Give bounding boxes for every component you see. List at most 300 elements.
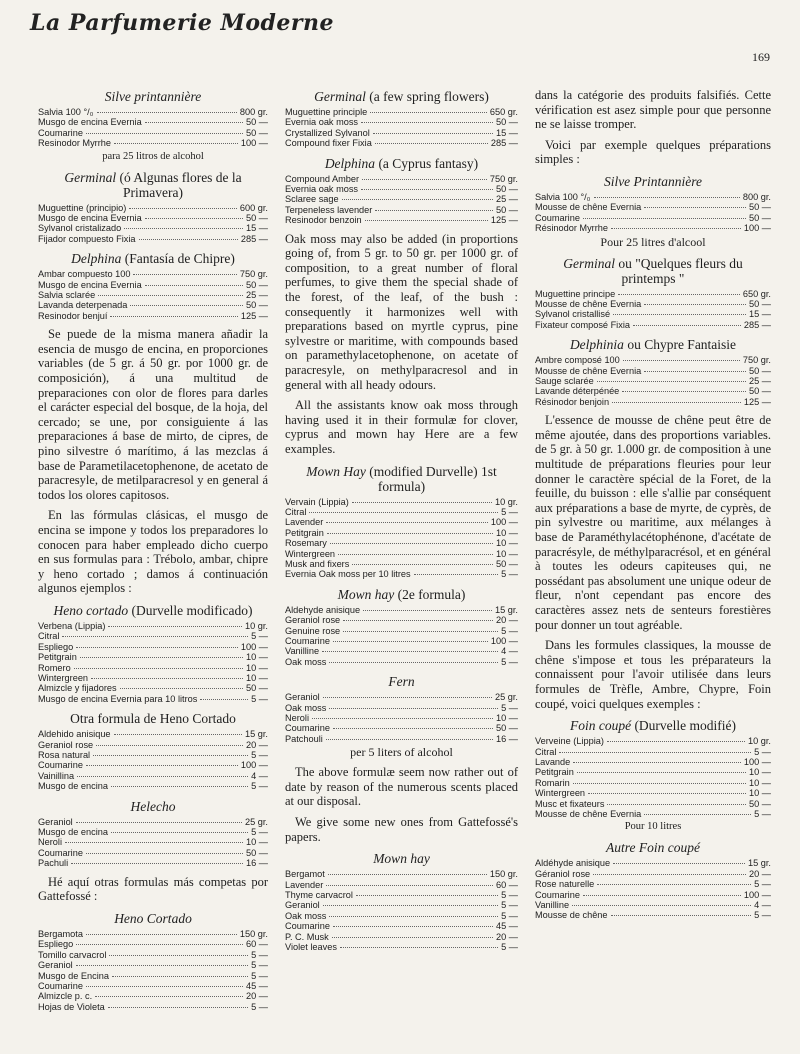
ingredient-name: Résinodor Myrrhe [535, 223, 609, 234]
dot-leader [312, 718, 493, 719]
dot-leader [329, 662, 498, 663]
dot-leader [573, 762, 741, 763]
ingredient-name: Bergamota [38, 928, 83, 939]
ingredient-name: Musgo de encina Evernia [38, 213, 142, 224]
ingredient-quantity: 5 — [501, 569, 518, 580]
ingredient-name: Lavanda deterpenada [38, 300, 128, 311]
ingredient-quantity: 50 — [246, 117, 268, 128]
ingredient-quantity: 10 — [246, 837, 268, 848]
ingredient-name: Musc et fixateurs [535, 798, 605, 809]
ingredient-quantity: 50 — [496, 559, 518, 569]
dot-leader [361, 122, 493, 123]
recipe-title [535, 337, 771, 352]
recipe-row [38, 771, 268, 781]
ingredient-quantity: 20 — [496, 615, 518, 626]
dot-leader [129, 208, 237, 209]
body-paragraph: Hé aquí otras formulas más competas por Gattefossé : [38, 874, 268, 904]
dot-leader [108, 1007, 248, 1008]
recipe-title-text: Mown Hay [306, 463, 366, 479]
recipe-title-text: Helecho [130, 798, 176, 814]
ingredient-name: Coumarine [38, 980, 83, 991]
ingredient-name: Coumarine [38, 847, 83, 858]
recipe-row [38, 817, 268, 827]
ingredient-quantity: 4 — [501, 646, 518, 657]
recipe-row [285, 869, 518, 879]
recipe-row [38, 642, 268, 652]
dot-leader [588, 793, 746, 794]
recipe-list [285, 497, 518, 580]
recipe-row [535, 386, 771, 396]
dot-leader [333, 728, 493, 729]
ingredient-quantity: 16 — [496, 733, 518, 744]
recipe-note: per 5 liters of alcohol [350, 745, 453, 760]
ingredient-quantity: 800 gr. [239, 107, 268, 117]
ingredient-quantity: 20 — [496, 931, 518, 942]
recipe-row [285, 723, 518, 733]
recipe-list [38, 203, 268, 245]
dot-leader [342, 199, 493, 200]
dot-leader [80, 657, 243, 658]
ingredient-name: Aldéhyde anisique [535, 858, 611, 869]
dot-leader [361, 189, 493, 190]
recipe-title-text: Fern [388, 674, 415, 690]
ingredient-quantity: 10 gr. [748, 736, 771, 747]
ingredient-name: Géraniol rose [535, 868, 591, 879]
recipe-subtitle: (2e formula) [397, 586, 466, 602]
recipe-row [285, 559, 518, 569]
ingredient-name: Bergamot [285, 869, 325, 880]
recipe-row [38, 280, 268, 290]
body-paragraph: All the assistants know oak moss through having used it in their formulæ for clover, cyprus and mown hay Here are a few examples. [285, 398, 518, 456]
ingredient-name: Hojas de Violeta [38, 1001, 105, 1012]
recipe-note: Pour 25 litres d'alcool [600, 234, 706, 249]
recipe-row [38, 939, 268, 949]
recipe-subtitle: (a Cyprus fantasy) [378, 155, 479, 171]
recipe-subtitle: ou "Quelques fleurs du printemps " [618, 255, 743, 286]
recipe-title [38, 89, 268, 104]
dot-leader [330, 543, 493, 544]
ingredient-quantity: 4 — [251, 770, 268, 781]
ingredient-name: Musgo de encina Evernia [38, 117, 142, 128]
recipe-row [535, 213, 771, 223]
recipe-row [285, 507, 518, 517]
recipe-list [535, 736, 771, 819]
dot-leader [322, 651, 498, 652]
dot-leader [329, 916, 498, 917]
recipe-row [285, 128, 518, 138]
recipe-row [38, 300, 268, 310]
dot-leader [328, 874, 487, 875]
ingredient-quantity: 25 gr. [245, 816, 268, 827]
ingredient-quantity: 5 — [251, 960, 268, 971]
dot-leader [644, 371, 746, 372]
dot-leader [86, 853, 243, 854]
recipe-title [38, 603, 268, 618]
ingredient-quantity: 125 — [490, 215, 518, 226]
recipe-row [38, 631, 268, 641]
page-header-title: La Parfumerie Moderne [30, 10, 335, 36]
recipe-title-text: Silve printannière [104, 89, 202, 104]
ingredient-quantity: 5 — [501, 900, 518, 911]
recipe-row [285, 636, 518, 646]
ingredient-name: Geraniol [285, 900, 320, 911]
ingredient-name: Resinodor benjuí [38, 310, 108, 321]
ingredient-quantity: 100 — [490, 517, 518, 528]
body-paragraph: L'essence de mousse de chêne peut être de même ajoutée, dans des proportions variables. de 5 gr. à 50 gr. 1.000 gr. de composition à une multitude de préparations fleuries pour leur donner le caractère spécial de la Foret, de la feuille, du buisson : elle s'allie par conséquent aux préparations a base de myrte, de cyprès, de pin sylvestre ou maritime, aux mélanges à base de Paraméthylacétophénone, d'acétate de paracrésyle, de méthylparacrésol, et en général à toutes les odeurs capiteuses qui, ne possédant pas absolument une unique odeur de fleur, n'ont cependant pas encore des caractères assez nets de senteurs forestières pour donner un tout agréable. [535, 413, 772, 632]
ingredient-name: Resinodor benzoin [285, 215, 362, 226]
dot-leader [559, 752, 751, 753]
ingredient-quantity: 10 — [496, 548, 518, 559]
column-french [535, 82, 771, 923]
ingredient-quantity: 5 — [501, 656, 518, 667]
ingredient-quantity: 45 — [246, 980, 268, 991]
recipe-title [285, 89, 518, 104]
ingredient-quantity: 5 — [754, 746, 771, 757]
dot-leader [323, 905, 498, 906]
dot-leader [145, 218, 243, 219]
recipe-row [38, 673, 268, 683]
recipe-title [38, 911, 268, 926]
recipe-row [285, 657, 518, 667]
dot-leader [622, 391, 746, 392]
ingredient-name: Petitgrain [285, 527, 324, 538]
recipe-title-text: Heno Cortado [114, 910, 192, 926]
recipe-row [535, 910, 771, 920]
ingredient-name: Aldehido anisique [38, 729, 111, 740]
recipe-row [38, 960, 268, 970]
ingredient-name: Résinodor benjoin [535, 396, 610, 407]
recipe-row [38, 858, 268, 868]
dot-leader [365, 220, 488, 221]
body-paragraph: Dans les formules classiques, la mousse de chêne s'impose et tous les préparateurs la connaissent pour l'avoir utilisée dans leurs formules de Trèfle, Ambre, Chypre, Foin coupé, voici quelques exemples : [535, 638, 771, 711]
ingredient-name: Citral [535, 746, 557, 757]
ingredient-quantity: 60 — [496, 879, 518, 890]
recipe-row [285, 138, 518, 148]
recipe-subtitle: (Fantasía de Chipre) [124, 251, 235, 267]
dot-leader [340, 947, 498, 948]
recipe-title [285, 464, 518, 494]
dot-leader [77, 776, 248, 777]
ingredient-quantity: 5 — [251, 781, 268, 792]
ingredient-name: Wintergreen [285, 548, 336, 559]
ingredient-name: Lavande déterpénée [535, 386, 620, 397]
dot-leader [613, 863, 745, 864]
recipe-row [285, 890, 518, 900]
recipe-row [285, 497, 518, 507]
recipe-row [535, 355, 771, 365]
ingredient-name: Wintergreen [535, 788, 586, 799]
ingredient-quantity: 10 gr. [245, 620, 268, 631]
dot-leader [375, 210, 493, 211]
recipe-subtitle: ou Chypre Fantaisie [627, 337, 737, 353]
ingredient-name: Coumarine [535, 212, 580, 223]
ingredient-quantity: 25 gr. [495, 692, 518, 703]
ingredient-quantity: 25 — [496, 194, 518, 205]
ingredient-quantity: 50 — [246, 213, 268, 224]
ingredient-quantity: 50 — [749, 386, 771, 397]
ingredient-name: Coumarine [535, 889, 580, 900]
recipe-row [535, 788, 771, 798]
recipe-list [38, 107, 268, 149]
ingredient-name: Citral [285, 506, 307, 517]
body-paragraph: dans la catégorie des produits falsifiés. Cette vérification est asez simple pour que personne ne se laisse tromper. [535, 88, 771, 132]
recipe-row [285, 921, 518, 931]
recipe-title-text: Germinal [563, 255, 615, 271]
recipe-row [38, 213, 268, 223]
ingredient-quantity: 5 — [501, 506, 518, 517]
recipe-row [38, 740, 268, 750]
ingredient-quantity: 4 — [754, 900, 771, 910]
ingredient-name: Sylvanol cristalizado [38, 223, 122, 234]
dot-leader [612, 402, 741, 403]
ingredient-name: Wintergreen [38, 673, 89, 683]
ingredient-quantity: 5 — [251, 693, 268, 704]
ingredient-quantity: 5 — [251, 949, 268, 960]
dot-leader [373, 133, 493, 134]
recipe-row [38, 781, 268, 791]
recipe-title-text: Delphina [71, 251, 122, 267]
recipe-title [285, 851, 518, 866]
recipe-title-text: Germinal [314, 89, 366, 104]
recipe-subtitle: (a few spring flowers) [369, 89, 489, 104]
ingredient-quantity: 50 — [749, 365, 771, 376]
ingredient-name: Vervain (Lippia) [285, 496, 349, 507]
body-paragraph: The above formulæ seem now rather out of date by reason of the numerous scents placed at our disposal. [285, 765, 518, 809]
recipe-list [285, 174, 518, 226]
dot-leader [326, 885, 493, 886]
ingredient-name: Geraniol rose [38, 739, 94, 750]
recipe-row [38, 760, 268, 770]
recipe-row [38, 991, 268, 1001]
ingredient-name: Sylvanol cristallisé [535, 309, 611, 320]
recipe-row [38, 128, 268, 138]
recipe-list [535, 289, 771, 331]
recipe-row [535, 736, 771, 746]
dot-leader [618, 294, 740, 295]
ingredient-name: Romarin [535, 777, 570, 788]
dot-leader [363, 610, 492, 611]
recipe-row [38, 683, 268, 693]
dot-leader [583, 895, 741, 896]
recipe-row [38, 290, 268, 300]
recipe-row [535, 366, 771, 376]
ingredient-name: Verveine (Lippia) [535, 736, 604, 747]
ingredient-quantity: 50 — [496, 184, 518, 195]
ingredient-name: Muguettine (principio) [38, 202, 127, 213]
recipe-subtitle: (Durvelle modifié) [634, 718, 737, 734]
ingredient-quantity: 25 — [749, 376, 771, 387]
recipe-row [285, 107, 518, 117]
dot-leader [323, 697, 492, 698]
recipe-list [38, 729, 268, 791]
recipe-row [285, 528, 518, 538]
dot-leader [594, 197, 740, 198]
ingredient-name: Romero [38, 662, 71, 673]
dot-leader [343, 631, 498, 632]
dot-leader [124, 228, 243, 229]
recipe-row [285, 880, 518, 890]
ingredient-name: Resinodor Myrrhe [38, 138, 112, 149]
ingredient-name: Crystallized Sylvanol [285, 127, 370, 138]
recipe-row [285, 215, 518, 225]
recipe-row [285, 692, 518, 702]
ingredient-name: Oak moss [285, 702, 327, 713]
ingredient-name: Petitgrain [38, 652, 77, 663]
ingredient-quantity: 5 — [754, 808, 771, 819]
ingredient-quantity: 10 — [246, 673, 268, 683]
recipe-row [535, 799, 771, 809]
recipe-row [285, 538, 518, 548]
ingredient-name: Rosa natural [38, 750, 91, 761]
ingredient-name: Terpeneless lavender [285, 204, 373, 215]
dot-leader [76, 647, 238, 648]
ingredient-quantity: 10 gr. [495, 496, 518, 507]
ingredient-name: Musgo de Encina [38, 970, 109, 981]
ingredient-quantity: 15 — [246, 223, 268, 234]
dot-leader [607, 804, 746, 805]
recipe-row [535, 757, 771, 767]
ingredient-quantity: 10 — [749, 777, 771, 788]
ingredient-name: Lavender [285, 879, 324, 890]
recipe-row [535, 376, 771, 386]
recipe-title-text: Delphina [324, 155, 376, 171]
dot-leader [111, 786, 248, 787]
ingredient-name: Coumarine [38, 127, 83, 138]
ingredient-quantity: 10 — [749, 788, 771, 799]
ingredient-name: Rose naturelle [535, 879, 595, 890]
recipe-row [38, 1002, 268, 1012]
recipe-list [38, 817, 268, 869]
ingredient-quantity: 5 — [251, 1001, 268, 1012]
ingredient-name: Vainillina [38, 770, 75, 781]
ingredient-quantity: 750 gr. [239, 269, 268, 280]
dot-leader [633, 325, 741, 326]
ingredient-quantity: 5 — [754, 879, 771, 890]
recipe-list [285, 869, 518, 952]
recipe-row [285, 194, 518, 204]
recipe-row [285, 117, 518, 127]
recipe-row [38, 981, 268, 991]
dot-leader [593, 874, 746, 875]
recipe-row [285, 646, 518, 656]
ingredient-name: Evernia Oak moss per 10 litres [285, 569, 411, 580]
recipe-list [285, 605, 518, 667]
column-english [285, 82, 518, 955]
recipe-row [285, 713, 518, 723]
dot-leader [200, 699, 248, 700]
dot-leader [86, 934, 237, 935]
ingredient-name: Espliego [38, 641, 74, 652]
ingredient-quantity: 5 — [754, 910, 771, 921]
body-paragraph: Oak moss may also be added (in proportions going of, from 5 gr. to 50 gr. per 1000 gr. of composition, to a great number of floral perfumes, to give them the special shade of the forest, of the leaf, of the bush : consequently it harmonizes well with preparations based on myrtle cyprus, pine sylvestre or maritime, with compounds based on paramethylacetophenone, on acetate of paracresyle, on methylparacresol and in general with all heady odours. [285, 231, 518, 392]
dot-leader [607, 741, 745, 742]
recipe-row [38, 729, 268, 739]
recipe-title [38, 799, 268, 814]
dot-leader [76, 822, 242, 823]
ingredient-quantity: 100 — [743, 223, 771, 234]
ingredient-quantity: 5 — [501, 702, 518, 713]
ingredient-quantity: 15 gr. [495, 604, 518, 615]
ingredient-name: Compound Amber [285, 173, 360, 184]
dot-leader [110, 316, 237, 317]
ingredient-quantity: 150 gr. [239, 928, 268, 939]
dot-leader [309, 512, 498, 513]
ingredient-quantity: 10 — [246, 662, 268, 673]
recipe-row [535, 767, 771, 777]
dot-leader [111, 832, 248, 833]
ingredient-name: Espliego [38, 939, 74, 950]
recipe-title-text: Mown hay [373, 851, 430, 867]
recipe-list [38, 269, 268, 321]
ingredient-name: Sclaree sage [285, 194, 339, 205]
ingredient-quantity: 15 — [496, 127, 518, 138]
recipe-title-text: Heno cortado [53, 602, 129, 618]
ingredient-name: Geraniol [285, 692, 320, 703]
recipe-row [285, 734, 518, 744]
dot-leader [71, 863, 243, 864]
dot-leader [623, 360, 740, 361]
recipe-title [535, 718, 771, 733]
dot-leader [76, 944, 243, 945]
ingredient-name: Evernia oak moss [285, 184, 359, 195]
ingredient-quantity: 16 — [246, 858, 268, 869]
dot-leader [597, 884, 751, 885]
recipe-row [38, 750, 268, 760]
dot-leader [97, 112, 237, 113]
recipe-row [38, 621, 268, 631]
recipe-row [535, 900, 771, 910]
recipe-row [38, 950, 268, 960]
ingredient-name: Neroli [38, 837, 62, 848]
ingredient-name: Salvia 100 °/₀ [535, 191, 591, 202]
ingredient-name: Fijador compuesto Fixia [38, 233, 136, 244]
dot-leader [333, 641, 488, 642]
dot-leader [352, 564, 493, 565]
recipe-row [38, 827, 268, 837]
ingredient-name: Vanilline [535, 900, 570, 910]
ingredient-quantity: 5 — [501, 625, 518, 636]
ingredient-name: Mousse de chêne [535, 910, 608, 921]
ingredient-name: Verbena (Lippia) [38, 620, 106, 631]
dot-leader [597, 381, 746, 382]
ingredient-quantity: 5 — [251, 750, 268, 761]
recipe-row [38, 311, 268, 321]
dot-leader [86, 133, 243, 134]
ingredient-name: Oak moss [285, 656, 327, 667]
recipe-row [535, 223, 771, 233]
recipe-row [535, 809, 771, 819]
ingredient-name: Mousse de chêne Evernia [535, 299, 642, 309]
recipe-title-text: Delphinia [569, 337, 624, 353]
recipe-row [38, 269, 268, 279]
column-spanish [38, 82, 268, 1014]
ingredient-name: Mousse de chêne Evernia [535, 202, 642, 213]
dot-leader [356, 895, 498, 896]
ingredient-quantity: 600 gr. [239, 202, 268, 213]
ingredient-quantity: 5 — [501, 942, 518, 953]
ingredient-name: Aldehyde anisique [285, 604, 361, 615]
dot-leader [139, 239, 238, 240]
recipe-row [285, 615, 518, 625]
ingredient-quantity: 50 — [749, 212, 771, 223]
recipe-note: para 25 litros de alcohol [102, 150, 204, 162]
ingredient-quantity: 10 — [749, 767, 771, 778]
dot-leader [96, 745, 243, 746]
dot-leader [95, 996, 243, 997]
recipe-row [535, 778, 771, 788]
ingredient-quantity: 20 — [749, 868, 771, 879]
recipe-title [38, 711, 268, 726]
